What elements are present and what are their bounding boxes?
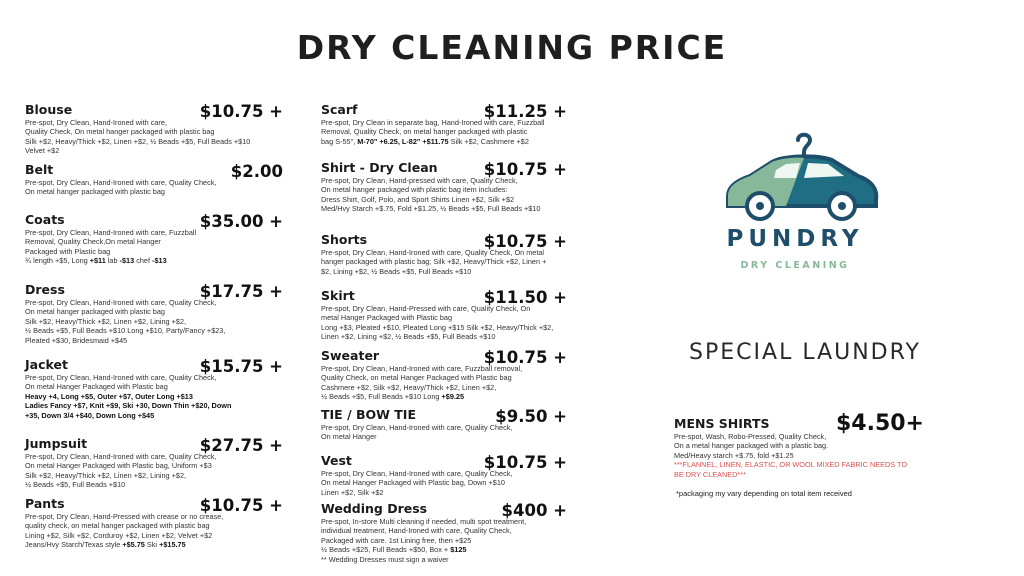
- item-name: Sweater: [321, 348, 380, 363]
- desc-line: Pre-spot, Dry Clean, Hand-Ironed with care, Quality Check, On metal: [321, 248, 545, 257]
- surcharge-line: [321, 137, 567, 146]
- surcharge-text: bag S-55",: [321, 136, 358, 146]
- item-description: [25, 228, 283, 266]
- brand-tagline: DRY CLEANING: [740, 260, 850, 271]
- desc-line: On a metal hanger packaged with a plastic bag.: [674, 441, 829, 451]
- surcharge-text: chef: [134, 256, 153, 266]
- desc-line: Silk +$2, Heavy/Thick +$2, Linen +$2, Lining +$2,: [25, 316, 187, 326]
- desc-line: Med/Heavy starch +$.75, fold +$1.25: [674, 450, 794, 460]
- item-name: Wedding Dress: [321, 501, 428, 516]
- surcharge-text: Jeans/Hvy Starch/Texas style: [25, 540, 123, 550]
- desc-line: Velvet +$2: [25, 146, 60, 156]
- desc-line: Pre-spot, Dry Clean, Hand-pressed with care, Quality Check,: [321, 176, 518, 185]
- item-price: $2.00: [230, 162, 283, 181]
- item-name: Pants: [25, 496, 65, 511]
- price-item-jumpsuit: [25, 432, 283, 490]
- surcharge-value: M-70" +6.25, L-82" +$11.75: [357, 136, 449, 146]
- desc-line: Pre-spot, Dry Clean, Hand-Ironed with care, Quality Check,: [25, 373, 217, 382]
- item-price: $400 +: [501, 501, 567, 520]
- desc-line: Pre-spot, Dry Clean, Hand-Ironed with care, Quality Check,: [321, 469, 513, 478]
- desc-line: On metal Hanger Packaged with Plastic bag: [25, 382, 168, 392]
- desc-line: Quality Check, On metal hanger packaged with plastic bag: [25, 127, 215, 137]
- surcharge-value: +$9.25: [441, 392, 465, 402]
- item-description: [321, 176, 567, 214]
- item-name: Skirt: [321, 288, 355, 303]
- desc-line: On metal hanger packaged with plastic bag: [25, 307, 165, 317]
- item-name: Jumpsuit: [25, 436, 88, 451]
- price-item-scarf: [321, 98, 567, 146]
- desc-line: Pre-spot, Dry Clean, Hand-Ironed with care, Quality Check,: [25, 178, 217, 187]
- desc-line: Pre-spot, Dry Clean, Hand-Pressed with care, Quality Check, On: [321, 304, 531, 313]
- desc-line: Quality Check, on metal Hanger Packaged with Plastic bag: [321, 373, 512, 383]
- item-price: $10.75 +: [483, 453, 567, 472]
- item-price: $15.75 +: [199, 357, 283, 376]
- item-description: [321, 248, 567, 276]
- page-title: DRY CLEANING PRICE: [296, 28, 728, 67]
- desc-line: On metal Hanger Packaged with Plastic bag, Down +$10: [321, 478, 505, 488]
- desc-line: On metal Hanger Packaged with Plastic bag, Uniform +$3: [25, 461, 212, 471]
- desc-line: Silk +$2, Heavy/Thick +$2, Linen +$2, Lining +$2,: [25, 470, 187, 480]
- item-name: Dress: [25, 282, 65, 297]
- waiver-note: ** Wedding Dresses must sign a waiver: [321, 554, 449, 564]
- item-description: [321, 364, 567, 402]
- fabric-warning: BE DRY CLEANED***: [674, 469, 746, 479]
- item-price: $9.50 +: [495, 407, 567, 426]
- price-item-belt: [25, 158, 283, 197]
- surcharge-line: Heavy +4, Long +$5, Outer +$7, Outer Long +$13: [25, 391, 193, 401]
- surcharge-text: Silk +$2, Cashmere +$2: [448, 136, 529, 146]
- surcharge-value: +$5.75: [122, 540, 145, 550]
- desc-line: Long +$3, Pleated +$10, Pleated Long +$15 Silk +$2, Heavy/Thick +$2,: [321, 322, 554, 332]
- desc-line: hanger packaged with plastic bag; Silk +$2, Heavy/Thick +$2, Linen +: [321, 257, 547, 267]
- surcharge-text: ¾ length +$5, Long: [25, 256, 90, 266]
- item-name: Belt: [25, 162, 54, 177]
- fabric-warning: ***FLANNEL, LINEN, ELASTIC, OR WOOL MIXED FABRIC NEEDS TO: [674, 460, 908, 470]
- item-name: Jacket: [25, 357, 68, 372]
- item-price: $10.75 +: [483, 160, 567, 179]
- special-laundry-heading: SPECIAL LAUNDRY: [689, 340, 921, 365]
- surcharge-line: +35, Down 3/4 +$40, Down Long +$45: [25, 410, 155, 420]
- price-item-skirt: [321, 284, 567, 342]
- item-name: MENS SHIRTS: [674, 416, 770, 431]
- desc-line: Lining +$2, Silk +$2, Corduroy +$2, Linen +$2, Velvet +$2: [25, 530, 213, 540]
- mens-shirts-item: [674, 412, 924, 479]
- desc-line: Cashmere +$2, Silk +$2, Heavy/Thick +$2, Linen +$2,: [321, 382, 497, 392]
- item-price: $10.75 +: [199, 102, 283, 121]
- desc-line: Dress Shirt, Golf, Polo, and Sport Shirts Linen +$2, Silk +$2: [321, 194, 515, 204]
- item-description: [25, 373, 283, 420]
- item-price: $10.75 +: [483, 232, 567, 251]
- desc-line: Med/Hvy Starch +$.75, Fold +$1.25, ½ Beads +$5, Full Beads +$10: [321, 204, 541, 214]
- desc-line: Pre-spot, Dry Clean, Hand-Ironed with care, Quality Check,: [321, 423, 513, 432]
- desc-line: On metal Hanger: [321, 432, 377, 442]
- desc-line: Removal, Quality Check,On metal Hanger: [25, 237, 161, 247]
- surcharge-line: [321, 392, 567, 401]
- item-description: [321, 304, 567, 342]
- desc-line: Linen +$2, Lining +$2, ½ Beads +$5, Full Beads +$10: [321, 332, 496, 342]
- price-item-jacket: [25, 353, 283, 420]
- desc-line: On metal hanger packaged with plastic bag item includes:: [321, 185, 508, 195]
- desc-line: On metal hanger packaged with plastic bag: [25, 187, 165, 197]
- surcharge-line: [25, 540, 283, 549]
- desc-line: quality check, on metal hanger packaged with plastic bag: [25, 521, 210, 531]
- desc-line: Removal, Quality Check, on metal hanger packaged with plastic: [321, 127, 528, 137]
- pundry-car-hanger-logo-icon: [716, 130, 886, 280]
- surcharge-value: +$15.75: [159, 540, 186, 550]
- item-description: [25, 118, 283, 156]
- desc-line: Pre-spot, Dry Clean, Hand-Ironed with care, Quality Check,: [25, 452, 217, 461]
- price-item-dress: [25, 278, 283, 345]
- item-price: $27.75 +: [199, 436, 283, 455]
- desc-line: Pre-spot, Dry Clean in separate bag, Hand-Ironed with care, Fuzzball: [321, 118, 545, 127]
- item-name: TIE / BOW TIE: [321, 407, 416, 422]
- desc-line: $2, Lining +$2, ½ Beads +$5, Full Beads +$10: [321, 266, 472, 276]
- item-price: $11.50 +: [483, 288, 567, 307]
- item-price: $10.75 +: [483, 348, 567, 367]
- surcharge-value: $125: [450, 545, 467, 555]
- item-description: [321, 469, 567, 497]
- desc-line: Pleated +$30, Bridesmaid +$45: [25, 335, 128, 345]
- desc-line: Pre-spot, In-store Multi cleaning if needed, multi spot treatment,: [321, 517, 527, 526]
- item-price: $10.75 +: [199, 496, 283, 515]
- desc-line: Linen +$2, Silk +$2: [321, 487, 384, 497]
- surcharge-text: Ski: [144, 540, 160, 550]
- price-item-tie-bow-tie: [321, 403, 567, 442]
- price-item-shirt-dry-clean: [321, 156, 567, 214]
- desc-line: Pre-spot, Dry Clean, Hand-Ironed with care,: [25, 118, 167, 127]
- item-name: Blouse: [25, 102, 73, 117]
- item-name: Shorts: [321, 232, 368, 247]
- desc-line: ½ Beads +$5, Full Beads +$10: [25, 480, 126, 490]
- price-item-vest: [321, 449, 567, 497]
- surcharge-text: ½ Beads +$5, Full Beads +$10 Long: [321, 392, 442, 402]
- surcharge-line: [321, 545, 567, 554]
- item-name: Coats: [25, 212, 65, 227]
- item-name: Vest: [321, 453, 352, 468]
- item-price: $17.75 +: [199, 282, 283, 301]
- surcharge-value: -$13: [152, 256, 167, 266]
- item-price: $4.50+: [835, 411, 924, 436]
- surcharge-line: Ladies Fancy +$7, Knit +$9, Ski +30, Down Thin +$20, Down: [25, 401, 232, 411]
- item-description: [25, 452, 283, 490]
- price-item-wedding-dress: [321, 497, 567, 564]
- item-price: $11.25 +: [483, 102, 567, 121]
- desc-line: Pre-spot, Dry Clean, Hand-Ironed with care, Fuzzball: [25, 228, 197, 237]
- price-item-coats: [25, 208, 283, 266]
- surcharge-text: ½ Beads +$25, Full Beads +$50, Box +: [321, 545, 451, 555]
- item-description: [674, 432, 924, 479]
- packaging-note: *packaging my vary depending on total item received: [676, 489, 852, 498]
- item-name: Scarf: [321, 102, 358, 117]
- surcharge-text: lab: [105, 256, 120, 266]
- desc-line: Pre-spot, Dry Clean, Hand-Ironed with care, Quality Check,: [25, 298, 217, 307]
- desc-line: Packaged with Plastic bag: [25, 246, 111, 256]
- item-description: [25, 512, 283, 550]
- surcharge-value: +$11: [89, 256, 106, 266]
- desc-line: Pre-spot, Dry Clean, Hand-Pressed with crease or no crease,: [25, 512, 224, 521]
- price-item-sweater: [321, 344, 567, 402]
- desc-line: metal Hanger Packaged with Plastic bag: [321, 313, 453, 323]
- surcharge-value: -$13: [119, 256, 135, 266]
- desc-line: Pre-spot, Wash, Robo-Pressed, Quality Check,: [674, 432, 827, 441]
- item-price: $35.00 +: [199, 212, 283, 231]
- price-item-pants: [25, 492, 283, 550]
- item-name: Shirt - Dry Clean: [321, 160, 438, 175]
- desc-line: individual treatment, Hand-Ironed with care, Quality Check,: [321, 526, 512, 536]
- item-description: [321, 118, 567, 146]
- brand-name: PUNDRY: [726, 226, 864, 252]
- item-description: [25, 298, 283, 345]
- desc-line: Pre-spot, Dry Clean, Hand-Ironed with care, Fuzzball removal,: [321, 364, 523, 373]
- surcharge-line: [25, 256, 283, 265]
- price-item-shorts: [321, 228, 567, 276]
- desc-line: Silk +$2, Heavy/Thick +$2, Linen +$2, ½ Beads +$5, Full Beads +$10: [25, 136, 251, 146]
- price-item-blouse: [25, 98, 283, 156]
- item-description: [321, 517, 567, 564]
- desc-line: Packaged with care. 1st Lining free, then +$25: [321, 535, 472, 545]
- desc-line: ½ Beads +$5, Full Beads +$10 Long +$10, Party/Fancy +$23,: [25, 326, 226, 336]
